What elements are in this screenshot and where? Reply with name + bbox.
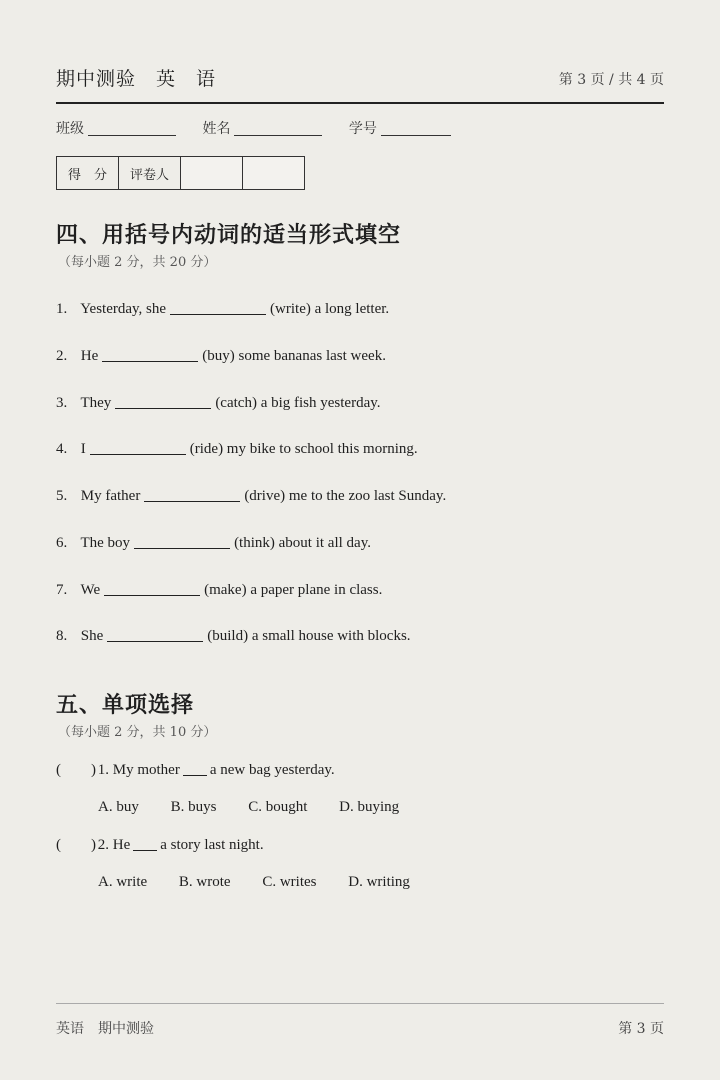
question-text-before: They	[80, 395, 112, 411]
section-5-note: （每小题 2 分，共 10 分）	[58, 725, 217, 740]
student-info-row	[56, 118, 473, 138]
answer-blank[interactable]	[144, 486, 240, 502]
exam-title: 期中测验 英 语	[56, 68, 217, 90]
question-text-before: My mother	[112, 762, 180, 778]
answer-blank[interactable]	[107, 626, 203, 642]
answer-blank[interactable]	[90, 439, 186, 455]
question-text-after: (write) a long letter.	[270, 301, 390, 317]
question-text-after: (drive) me to the zoo last Sunday.	[244, 488, 447, 504]
option-c[interactable]: C. bought	[248, 799, 308, 815]
question-number: 8.	[56, 628, 68, 644]
fill-question-5	[56, 486, 446, 505]
question-text-before: I	[80, 441, 86, 457]
question-text-after: a story last night.	[160, 837, 264, 853]
question-number: 3.	[56, 395, 68, 411]
question-text-before: My father	[80, 488, 141, 504]
question-number: 6.	[56, 535, 68, 551]
name-label: 姓名	[202, 121, 231, 137]
question-number: 2.	[97, 837, 109, 853]
question-text-after: (buy) some bananas last week.	[202, 348, 386, 364]
choice-options-2	[98, 874, 438, 891]
option-d[interactable]: D. writing	[348, 874, 410, 890]
fill-question-7	[56, 580, 382, 599]
option-a[interactable]: A. buy	[98, 799, 139, 815]
name-field	[202, 118, 322, 138]
option-b[interactable]: B. buys	[170, 799, 217, 815]
option-c[interactable]: C. writes	[262, 874, 317, 890]
question-number: 1.	[56, 301, 68, 317]
question-number: 7.	[56, 582, 68, 598]
answer-blank[interactable]	[102, 346, 198, 362]
section-5-title: 五、单项选择	[56, 692, 195, 718]
fill-question-2	[56, 346, 386, 365]
choice-question-1	[56, 761, 335, 779]
class-field	[56, 118, 176, 138]
question-number: 1.	[97, 762, 109, 778]
option-a[interactable]: A. write	[98, 874, 148, 890]
footer-page-number: 第 3 页	[618, 1021, 664, 1037]
section-4-title: 四、用括号内动词的适当形式填空	[56, 222, 402, 248]
answer-blank[interactable]	[104, 580, 200, 596]
option-d[interactable]: D. buying	[339, 799, 400, 815]
answer-blank[interactable]	[115, 393, 211, 409]
fill-question-8	[56, 626, 411, 645]
score-entry-cell[interactable]	[181, 157, 243, 190]
page-header	[56, 62, 664, 104]
question-text-after: (ride) my bike to school this morning.	[189, 441, 418, 457]
score-label-cell: 得 分	[57, 157, 119, 190]
class-label: 班级	[56, 121, 84, 137]
fill-question-6	[56, 533, 371, 552]
fill-question-3	[56, 393, 381, 412]
question-text-before: She	[80, 628, 104, 644]
grader-entry-cell[interactable]	[243, 157, 305, 190]
score-table	[56, 156, 305, 190]
grader-label-cell: 评卷人	[119, 157, 181, 190]
question-text-after: (make) a paper plane in class.	[204, 582, 383, 598]
answer-blank[interactable]	[134, 533, 230, 549]
page-footer	[56, 1003, 664, 1037]
section-4-note: （每小题 2 分，共 20 分）	[58, 255, 217, 270]
student-id-blank[interactable]	[381, 121, 451, 136]
choice-question-2	[56, 836, 264, 854]
answer-blank	[183, 761, 207, 776]
answer-blank	[133, 836, 157, 851]
fill-question-4	[56, 439, 418, 458]
question-text-before: Yesterday, she	[80, 301, 167, 317]
answer-paren[interactable]: ( )	[56, 762, 96, 778]
question-text-before: He	[112, 837, 131, 853]
name-blank[interactable]	[234, 121, 322, 136]
question-text-after: (build) a small house with blocks.	[207, 628, 411, 644]
footer-subject: 英语 期中测验	[56, 1021, 154, 1037]
question-number: 5.	[56, 488, 68, 504]
answer-blank[interactable]	[170, 299, 266, 315]
question-text-before: He	[80, 348, 99, 364]
question-text-before: The boy	[80, 535, 131, 551]
student-id-label: 学号	[348, 121, 377, 137]
question-text-before: We	[80, 582, 101, 598]
question-number: 4.	[56, 441, 68, 457]
fill-question-1	[56, 299, 389, 318]
question-text-after: (catch) a big fish yesterday.	[215, 395, 381, 411]
answer-paren[interactable]: ( )	[56, 837, 96, 853]
choice-options-1	[98, 799, 427, 816]
question-number: 2.	[56, 348, 68, 364]
class-blank[interactable]	[88, 121, 176, 136]
question-text-after: (think) about it all day.	[234, 535, 371, 551]
student-id-field	[349, 118, 451, 138]
page-indicator: 第 3 页 / 共 4 页	[558, 72, 664, 88]
question-text-after: a new bag yesterday.	[209, 762, 335, 778]
option-b[interactable]: B. wrote	[178, 874, 231, 890]
